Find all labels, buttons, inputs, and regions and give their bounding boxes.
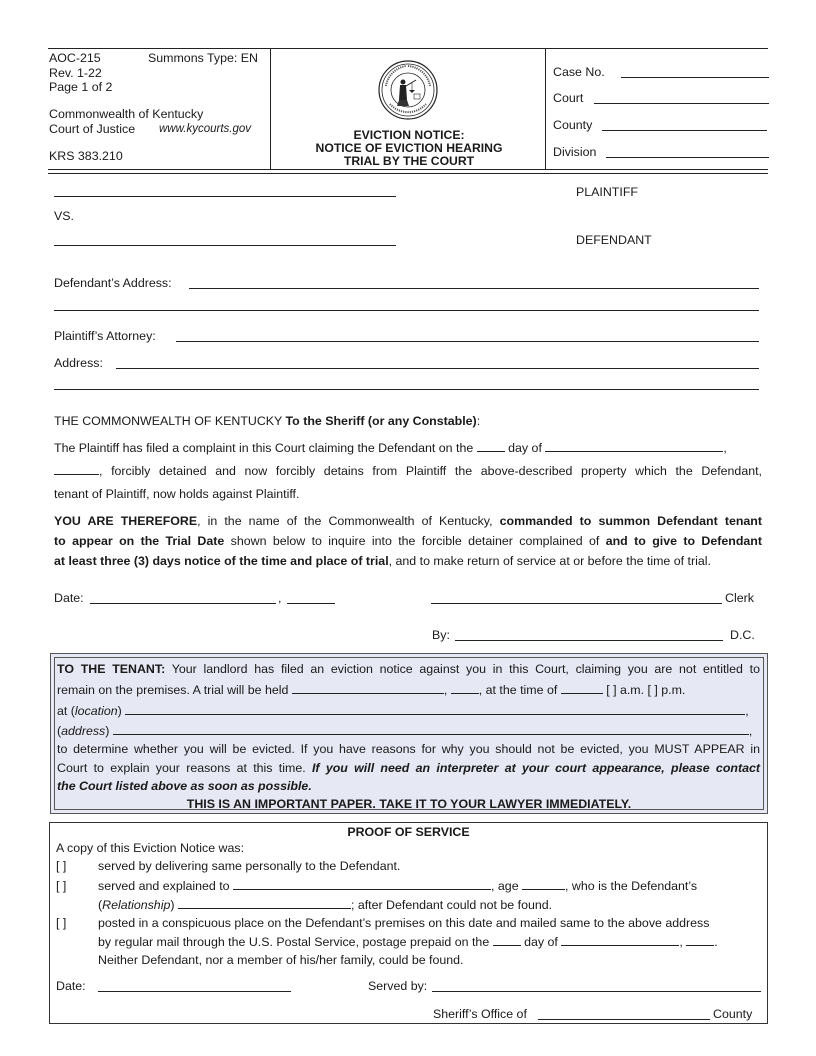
command-line-1 (54, 514, 762, 528)
tenant-heading: TO THE TENANT: (57, 662, 166, 676)
tenant-line-7: the Court listed above as soon as possible. (57, 779, 312, 793)
proof-intro: A copy of this Eviction Notice was: (56, 841, 245, 855)
tenant-line-4 (57, 724, 760, 738)
sheriff-county-label: County (713, 1007, 753, 1021)
header-divider-right (545, 48, 546, 169)
header-bottom-rule (48, 169, 768, 170)
court-label: Court (553, 91, 584, 105)
you-are-therefore-text: YOU ARE THEREFORE (54, 514, 198, 528)
address-close: ) (105, 724, 110, 738)
interpreter-text: If you will need an interpreter at your court appearance, please contact (311, 761, 760, 775)
sheriff-county-field[interactable] (538, 1019, 710, 1020)
defendants-text: , who is the Defendant’s (565, 879, 698, 893)
plaintiff-attorney-field[interactable] (176, 341, 759, 342)
command-line-2 (54, 534, 762, 548)
defendant-address-field-1[interactable] (189, 288, 759, 289)
title-line-2: NOTICE OF EVICTION HEARING (315, 141, 503, 155)
command-text-end: , and to make return of service at or before the time of trial. (388, 554, 711, 568)
tenant-line-3 (57, 704, 760, 718)
age-field[interactable] (522, 879, 565, 890)
trial-date-comma: , (443, 683, 448, 697)
command-text-mid: shown below to inquire into the forcible detainer complained of (224, 534, 606, 548)
relationship-field[interactable] (178, 898, 351, 909)
deputy-clerk-field[interactable] (455, 640, 723, 641)
served-person-field[interactable] (233, 879, 491, 890)
commonwealth-label: Commonwealth of Kentucky (49, 107, 204, 121)
important-paper-notice: THIS IS AN IMPORTANT PAPER. TAKE IT TO YOUR LAWYER IMMEDIATELY. (186, 797, 632, 811)
mail-month-field[interactable] (561, 935, 679, 946)
court-seal (378, 60, 438, 120)
mail-year-field[interactable] (686, 935, 714, 946)
not-found-text: ; after Defendant could not be found. (350, 898, 553, 912)
mail-comma: , (679, 935, 683, 949)
trial-date-field[interactable] (292, 683, 444, 694)
summons-address-line (54, 414, 762, 428)
case-no-field[interactable] (621, 77, 769, 78)
mail-day-field[interactable] (493, 935, 521, 946)
by-label: By: (432, 628, 450, 642)
vs-label: VS. (54, 209, 74, 223)
court-seal-icon (378, 60, 438, 120)
tenant-line-1 (57, 662, 760, 676)
plaintiff-name-field[interactable] (54, 196, 396, 197)
proof-date-field[interactable] (98, 991, 291, 992)
to-sheriff-text: To the Sheriff (or any Constable) (285, 414, 477, 428)
option-posted-line-1: posted in a conspicuous place on the Defendant’s premises on this date and mailed same to the above address (98, 916, 710, 930)
form-revision: Rev. 1-22 (49, 66, 102, 80)
checkbox-explained[interactable]: [ ] (56, 879, 67, 893)
attorney-address-label: Address: (54, 356, 103, 370)
division-label: Division (553, 145, 597, 159)
case-no-label: Case No. (553, 65, 605, 79)
commanded-text: commanded to summon Defendant tenant (499, 514, 762, 528)
give-defendant-text: and to give to Defendant (605, 534, 763, 548)
tenant-text-1: Your landlord has filed an eviction notice against you in this Court, claiming you are not entitled to (165, 662, 760, 676)
commonwealth-text: THE COMMONWEALTH OF KENTUCKY (54, 414, 286, 428)
command-text-a: , in the name of the Commonwealth of Kentucky, (197, 514, 500, 528)
header-bottom-rule-double (48, 173, 768, 174)
attorney-address-field-2[interactable] (54, 389, 759, 390)
form-number: AOC-215 (49, 51, 101, 65)
defendant-address-field-2[interactable] (54, 310, 759, 311)
command-line-3 (54, 554, 762, 568)
complaint-year-field[interactable] (54, 464, 99, 475)
served-by-field[interactable] (432, 991, 761, 992)
sheriff-office-label: Sheriff’s Office of (433, 1007, 527, 1021)
trial-location-field[interactable] (125, 704, 745, 715)
complaint-text-d: , forcibly detained and now forcibly detains from Plaintiff the above-described property which the Defendant, (99, 464, 762, 478)
tenant-trial-text: remain on the premises. A trial will be held (57, 683, 289, 697)
mail-text: by regular mail through the U.S. Postal Service, postage prepaid on the (98, 935, 490, 949)
summons-date-comma: , (278, 591, 282, 605)
title-line-1: EVICTION NOTICE: (353, 128, 465, 142)
address-comma: , (748, 724, 753, 738)
court-field[interactable] (594, 103, 769, 104)
address-open: ( (57, 724, 62, 738)
page-indicator: Page 1 of 2 (49, 80, 113, 94)
plaintiff-label: PLAINTIFF (576, 185, 638, 199)
served-by-label: Served by: (368, 979, 428, 993)
to-sheriff-colon: : (476, 414, 481, 428)
trial-year-field[interactable] (451, 683, 479, 694)
option-explained-line-1 (98, 879, 697, 893)
complaint-comma: , (723, 441, 727, 455)
clerk-signature-field[interactable] (431, 603, 722, 604)
three-days-text: at least three (3) days notice of the time and place of trial (54, 554, 389, 568)
summons-type: Summons Type: EN (148, 51, 258, 65)
address-label: address (61, 724, 106, 738)
summons-year-field[interactable] (287, 603, 335, 604)
trial-time-field[interactable] (561, 683, 603, 694)
option-posted-line-3: Neither Defendant, nor a member of his/her family, could be found. (98, 953, 464, 967)
location-comma: , (745, 704, 749, 718)
court-of-justice-label: Court of Justice (49, 122, 136, 136)
website-link[interactable]: www.kycourts.gov (159, 123, 252, 135)
location-label: location (74, 704, 118, 718)
clerk-label: Clerk (725, 591, 754, 605)
dc-label: D.C. (730, 628, 755, 642)
header-top-rule (48, 48, 768, 49)
am-pm-checkboxes[interactable]: [ ] a.m. [ ] p.m. (606, 683, 686, 697)
option-explained-line-2 (98, 898, 552, 912)
complaint-line-1 (54, 441, 762, 455)
complaint-text-a: The Plaintiff has filed a complaint in this Court claiming the Defendant on the (54, 441, 474, 455)
complaint-line-3: tenant of Plaintiff, now holds against Plaintiff. (54, 487, 300, 501)
header-divider-left (270, 48, 271, 169)
option-posted-line-2 (98, 935, 718, 949)
proof-heading: PROOF OF SERVICE (347, 825, 470, 839)
location-open: at ( (57, 704, 75, 718)
summons-date-label: Date: (54, 591, 84, 605)
tenant-text-6a: Court to explain your reasons at this time. (57, 761, 312, 775)
defendant-name-field[interactable] (54, 245, 396, 246)
title-line-3: TRIAL BY THE COURT (343, 154, 475, 168)
complaint-line-2 (54, 464, 762, 478)
mail-period: . (714, 935, 718, 949)
complaint-day-field[interactable] (477, 441, 505, 452)
option-personal-text: served by delivering same personally to the Defendant. (98, 859, 401, 873)
defendant-label: DEFENDANT (576, 233, 652, 247)
checkbox-personal[interactable]: [ ] (56, 859, 67, 873)
location-close: ) (117, 704, 122, 718)
mail-day-of: day of (524, 935, 558, 949)
tenant-line-6 (57, 761, 760, 775)
tenant-line-5: to determine whether you will be evicted. If you have reasons for why you should not be evicted, you MUST APPEAR in (57, 742, 760, 756)
proof-date-label: Date: (56, 979, 86, 993)
county-label: County (553, 118, 593, 132)
trial-address-field[interactable] (113, 724, 749, 735)
age-label: , age (491, 879, 519, 893)
relationship-close: ) (170, 898, 175, 912)
checkbox-posted[interactable]: [ ] (56, 916, 67, 930)
appear-trial-text: to appear on the Trial Date (54, 534, 225, 548)
complaint-month-field[interactable] (545, 441, 723, 452)
plaintiff-attorney-label: Plaintiff’s Attorney: (54, 329, 156, 343)
trial-time-text: , at the time of (478, 683, 558, 697)
complaint-text-b: day of (508, 441, 542, 455)
relationship-open: ( (98, 898, 103, 912)
served-explained-text: served and explained to (98, 879, 230, 893)
county-field[interactable] (602, 130, 767, 131)
relationship-label: Relationship (102, 898, 171, 912)
tenant-line-2 (57, 683, 760, 697)
attorney-address-field-1[interactable] (116, 368, 759, 369)
summons-date-field[interactable] (90, 603, 276, 604)
defendant-address-label: Defendant’s Address: (54, 276, 172, 290)
division-field[interactable] (606, 157, 769, 158)
statute-label: KRS 383.210 (49, 149, 123, 163)
